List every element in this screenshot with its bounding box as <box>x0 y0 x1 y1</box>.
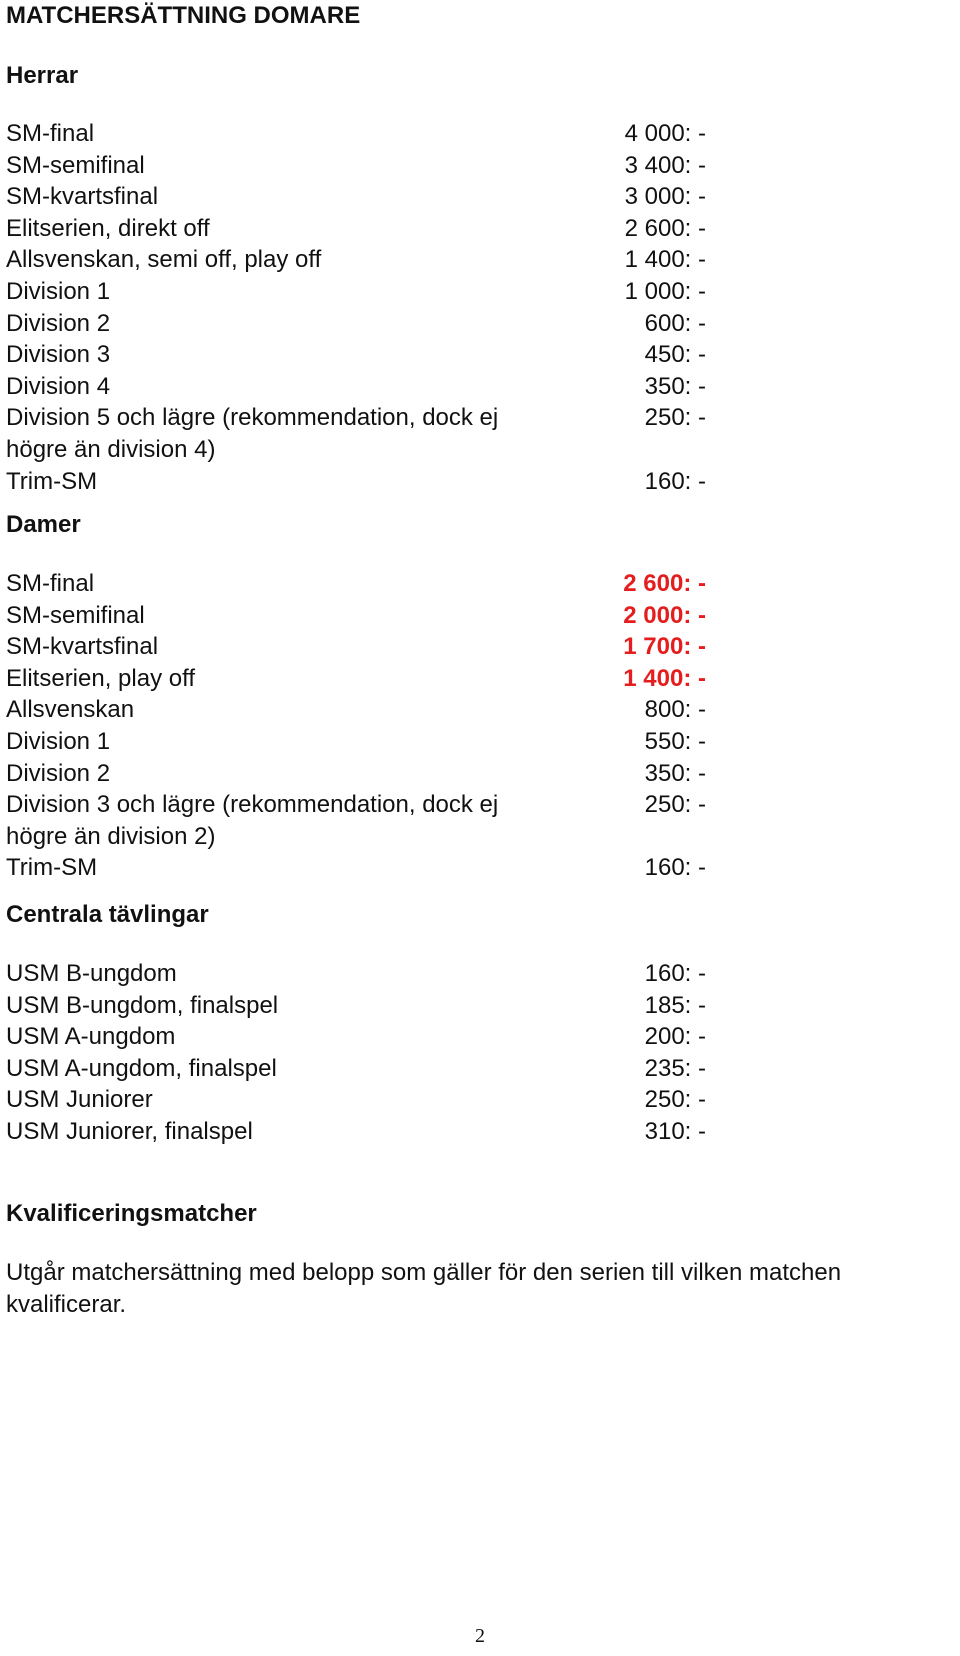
fee-label: Elitserien, direkt off <box>6 214 210 242</box>
fee-row <box>6 1116 706 1148</box>
fee-amount: 250: - <box>644 1086 706 1114</box>
fee-row <box>6 631 706 663</box>
fee-label: SM-kvartsfinal <box>6 633 159 661</box>
section-heading-kval: Kvalificeringsmatcher <box>6 1200 257 1227</box>
fee-label: USM B-ungdom <box>6 960 177 987</box>
fee-row <box>6 958 706 990</box>
fee-amount: 350: - <box>644 372 706 400</box>
fee-label: Trim-SM <box>6 467 98 495</box>
fee-amount: 550: - <box>644 727 706 755</box>
kval-paragraph: Utgår matchersättning med belopp som gäller för den serien till vilken matchen kvalificerar. <box>6 1259 842 1318</box>
fee-label: Division 4 <box>6 372 111 400</box>
fee-label: Allsvenskan, semi off, play off <box>6 246 322 274</box>
fee-amount: 2 000: - <box>623 601 706 629</box>
fee-row <box>6 758 706 790</box>
fee-row <box>6 308 706 340</box>
fee-label: USM Juniorer, finalspel <box>6 1117 253 1145</box>
fee-amount: 2 600: - <box>623 570 706 597</box>
fee-label: Division 3 och lägre (rekommendation, dock ej högre än division 2) <box>6 791 499 850</box>
fee-row <box>6 789 706 852</box>
fee-label: SM-kvartsfinal <box>6 183 159 211</box>
fee-row <box>6 466 706 498</box>
fee-row <box>6 150 706 182</box>
fee-amount: 160: - <box>644 854 706 882</box>
fee-amount: 1 400: - <box>623 664 706 692</box>
fee-amount: 200: - <box>644 1023 706 1051</box>
fee-table-herrar <box>6 118 706 497</box>
fee-label: Division 1 <box>6 727 111 755</box>
fee-row <box>6 568 706 600</box>
fee-amount: 3 400: - <box>624 151 706 179</box>
fee-amount: 800: - <box>644 696 706 724</box>
fee-label: USM B-ungdom, finalspel <box>6 991 279 1019</box>
fee-label: Division 3 <box>6 341 111 369</box>
section-heading-herrar: Herrar <box>6 62 79 89</box>
fee-row <box>6 663 706 695</box>
fee-row <box>6 726 706 758</box>
fee-row <box>6 371 706 403</box>
fee-label: USM Juniorer <box>6 1086 153 1114</box>
section-heading-centrala: Centrala tävlingar <box>6 901 209 928</box>
fee-row <box>6 118 706 150</box>
fee-label: Division 2 <box>6 759 111 787</box>
fee-row <box>6 852 706 884</box>
fee-row <box>6 990 706 1022</box>
fee-row <box>6 244 706 276</box>
fee-amount: 1 700: - <box>623 633 706 661</box>
fee-amount: 235: - <box>644 1054 706 1082</box>
fee-label: SM-semifinal <box>6 601 145 629</box>
fee-label: SM-semifinal <box>6 151 145 179</box>
document-title: MATCHERSÄTTNING DOMARE <box>6 2 361 29</box>
fee-row <box>6 1053 706 1085</box>
fee-label: SM-final <box>6 120 95 147</box>
fee-label: USM A-ungdom <box>6 1023 176 1051</box>
fee-row <box>6 1084 706 1116</box>
fee-amount: 350: - <box>644 759 706 787</box>
fee-row <box>6 1021 706 1053</box>
fee-row <box>6 600 706 632</box>
fee-amount: 4 000: - <box>624 120 706 147</box>
fee-amount: 1 000: - <box>624 277 706 305</box>
fee-amount: 2 600: - <box>624 214 706 242</box>
fee-amount: 1 400: - <box>624 246 706 274</box>
fee-amount: 3 000: - <box>624 183 706 211</box>
fee-label: Trim-SM <box>6 854 98 882</box>
fee-label: SM-final <box>6 570 95 597</box>
fee-label: USM A-ungdom, finalspel <box>6 1054 277 1082</box>
fee-row <box>6 402 706 465</box>
fee-amount: 310: - <box>644 1117 706 1145</box>
fee-table-centrala <box>6 958 706 1148</box>
fee-row <box>6 276 706 308</box>
fee-label: Elitserien, play off <box>6 664 195 692</box>
section-heading-damer: Damer <box>6 511 81 538</box>
fee-label: Division 2 <box>6 309 111 337</box>
fee-table-damer <box>6 568 706 884</box>
fee-row <box>6 213 706 245</box>
fee-amount: 185: - <box>644 991 706 1019</box>
fee-amount: 250: - <box>644 791 706 819</box>
fee-amount: 250: - <box>644 404 706 432</box>
fee-amount: 160: - <box>644 467 706 495</box>
fee-amount: 160: - <box>644 960 706 987</box>
fee-amount: 600: - <box>644 309 706 337</box>
fee-row <box>6 339 706 371</box>
fee-amount: 450: - <box>644 341 706 369</box>
fee-row <box>6 694 706 726</box>
page-number: 2 <box>475 1625 485 1647</box>
fee-row <box>6 181 706 213</box>
fee-label: Division 1 <box>6 277 111 305</box>
fee-label: Division 5 och lägre (rekommendation, dock ej högre än division 4) <box>6 404 499 463</box>
fee-label: Allsvenskan <box>6 696 135 724</box>
